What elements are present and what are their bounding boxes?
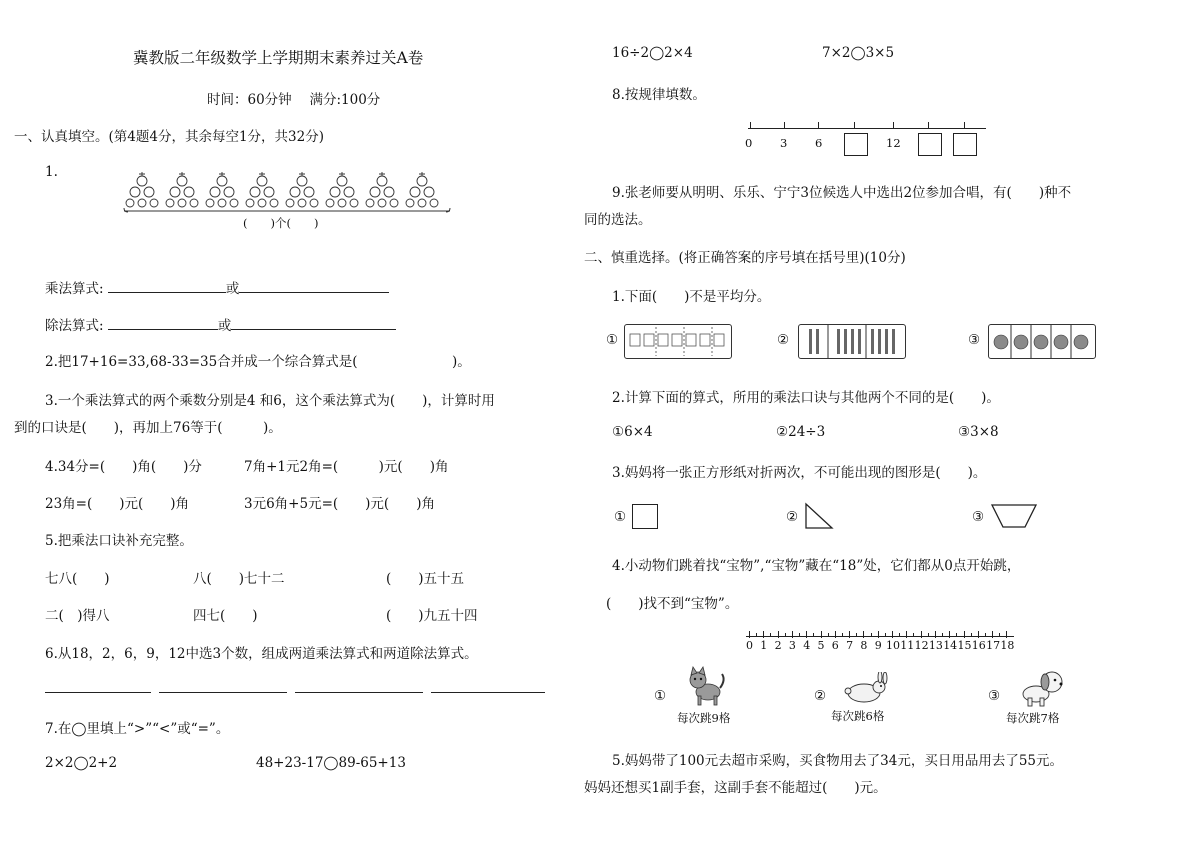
q5-item-3: ( )五十五 [386, 571, 465, 587]
q1-or-2: 或 [217, 318, 232, 334]
s2-q1-option-2-picture[interactable] [798, 324, 906, 359]
axis-minor-tick [956, 633, 957, 637]
q8-tick [854, 122, 855, 129]
q8-answer-box-3[interactable] [953, 133, 977, 156]
q1-mult-row [45, 277, 389, 297]
q2-text: 2.把17+16=33,68-33=35合并成一个综合算式是( )。 [45, 354, 471, 370]
axis-tick [863, 631, 864, 638]
axis-minor-tick [770, 633, 771, 637]
s2-q4-option-3-caption: 每次跳7格 [1006, 711, 1060, 725]
q5-title: 5.把乘法口诀补充完整。 [45, 533, 193, 549]
q5-item-1: 七八( ) [45, 571, 110, 587]
s2-q3-option-2-label: ② [786, 509, 799, 525]
axis-minor-tick [928, 633, 929, 637]
axis-tick [978, 631, 979, 638]
q8-tick [928, 122, 929, 129]
axis-minor-tick [913, 633, 914, 637]
axis-minor-tick [813, 633, 814, 637]
s2-q1-option-1-label: ① [606, 332, 619, 348]
cat-icon[interactable] [684, 666, 728, 706]
s2-q2-option-3[interactable]: ③3×8 [958, 424, 999, 440]
axis-minor-tick [856, 633, 857, 637]
axis-label: 3 [788, 639, 796, 652]
s2-q4-line-2: ( )找不到“宝物”。 [606, 596, 739, 612]
axis-label: 13 [928, 639, 943, 652]
q1-div-label: 除法算式: [45, 318, 104, 334]
q8-title: 8.按规律填数。 [612, 87, 706, 103]
section1-heading: 一、认真填空。(第4题4分，其余每空1分，共32分) [14, 129, 324, 145]
s2-q2-option-1[interactable]: ①6×4 [612, 424, 653, 440]
s2-q4-option-1-caption: 每次跳9格 [677, 711, 731, 725]
axis-minor-tick [799, 633, 800, 637]
axis-minor-tick [985, 633, 986, 637]
q7-item-1: 2×2◯2+2 [45, 755, 118, 771]
axis-label: 10 [886, 639, 900, 652]
q8-label-12: 12 [886, 136, 901, 150]
axis-minor-tick [756, 633, 757, 637]
q8-answer-box-2[interactable] [918, 133, 942, 156]
q4-item-3: 23角=( )元( )角 [45, 496, 190, 512]
axis-tick [806, 631, 807, 638]
exam-meta: 时间：60分钟 满分:100分 [207, 92, 381, 108]
q1-div-blank-2[interactable] [231, 316, 396, 330]
s2-q1-option-1-picture[interactable] [624, 324, 732, 359]
s2-q2-option-2[interactable]: ②24÷3 [776, 424, 826, 440]
s2-q1-option-2-label: ② [777, 332, 790, 348]
axis-label: 18 [1000, 639, 1015, 652]
q8-tick [750, 122, 751, 129]
q9-line-2: 同的选法。 [584, 212, 652, 228]
axis-minor-tick [942, 633, 943, 637]
q1-or-1: 或 [225, 281, 240, 297]
s2-q1-option-3-svg [989, 325, 1095, 358]
axis-tick [849, 631, 850, 638]
q1-number: 1. [45, 164, 58, 180]
q8-label-0: 0 [745, 136, 753, 150]
q9-line-1: 9.张老师要从明明、乐乐、宁宁3位候选人中选出2位参加合唱，有( )种不 [612, 185, 1072, 201]
q4-item-4: 3元6角+5元=( )元( )角 [244, 496, 435, 512]
axis-minor-tick [885, 633, 886, 637]
q1-div-row [45, 314, 396, 334]
s2-q4-option-1-label: ① [654, 688, 667, 704]
q5-item-2: 八( )七十二 [193, 571, 285, 587]
axis-label: 11 [900, 639, 915, 652]
s2-q5-line-1: 5.妈妈带了100元去超市采购，买食物用去了34元，买日用品用去了55元。 [612, 753, 1064, 769]
s2-q5-line-2: 妈妈还想买1副手套，这副手套不能超过( )元。 [584, 780, 887, 796]
axis-label: 16 [971, 639, 986, 652]
q8-tick [784, 122, 785, 129]
q1-picture [122, 170, 452, 216]
q8-label-6: 6 [815, 136, 823, 150]
q8-label-3: 3 [780, 136, 788, 150]
q4-item-1: 4.34分=( )角( )分 [45, 459, 202, 475]
q1-mult-blank-1[interactable] [108, 279, 226, 293]
s2-q4-option-2-caption: 每次跳6格 [831, 709, 885, 723]
axis-tick [821, 631, 822, 638]
q7-item-4: 7×2◯3×5 [822, 45, 895, 61]
axis-label: 2 [774, 639, 782, 652]
axis-tick [992, 631, 993, 638]
trapezoid-shape[interactable] [990, 503, 1038, 529]
axis-label: 9 [874, 639, 882, 652]
axis-minor-tick [871, 633, 872, 637]
axis-tick [964, 631, 965, 638]
axis-tick [921, 631, 922, 638]
s2-q4-option-3-label: ③ [988, 688, 1001, 704]
s2-q4-axis [746, 636, 1014, 637]
s2-q1-option-3-label: ③ [968, 332, 981, 348]
axis-minor-tick [899, 633, 900, 637]
q8-answer-box-1[interactable] [844, 133, 868, 156]
axis-tick [835, 631, 836, 638]
q5-item-5: 四七( ) [193, 608, 258, 624]
axis-tick [906, 631, 907, 638]
s2-q2-text: 2.计算下面的算式，所用的乘法口诀与其他两个不同的是( )。 [612, 390, 1000, 406]
s2-q1-option-1-svg [625, 325, 731, 358]
axis-tick [878, 631, 879, 638]
s2-q1-option-3-picture[interactable] [988, 324, 1096, 359]
axis-tick [892, 631, 893, 638]
q5-item-6: ( )九五十四 [386, 608, 478, 624]
q6-blank-1[interactable] [45, 692, 151, 693]
q5-item-4: 二( )得八 [45, 608, 110, 624]
q8-tick [964, 122, 965, 129]
section2-heading: 二、慎重选择。(将正确答案的序号填在括号里)(10分) [584, 250, 906, 266]
axis-minor-tick [828, 633, 829, 637]
q6-blank-2[interactable] [159, 692, 287, 693]
q1-picture-svg [122, 170, 452, 216]
q6-blank-4[interactable] [431, 692, 545, 693]
s2-q1-text: 1.下面( )不是平均分。 [612, 289, 771, 305]
axis-minor-tick [785, 633, 786, 637]
q4-item-2: 7角+1元2角=( )元( )角 [244, 459, 449, 475]
q1-mult-label: 乘法算式: [45, 281, 104, 297]
axis-label: 17 [986, 639, 1001, 652]
q3-line-2: 到的口诀是( )，再加上76等于( )。 [14, 420, 282, 436]
q1-div-blank-1[interactable] [108, 316, 218, 330]
q3-line-1: 3.一个乘法算式的两个乘数分别是4 和6，这个乘法算式为( )，计算时用 [45, 393, 495, 409]
dog-icon[interactable] [1018, 668, 1066, 708]
s2-q1-option-2-svg [799, 325, 905, 358]
axis-label: 14 [943, 639, 958, 652]
axis-label: 8 [860, 639, 868, 652]
axis-label: 0 [746, 639, 753, 652]
axis-tick [792, 631, 793, 638]
q8-tick [818, 122, 819, 129]
rabbit-icon[interactable] [842, 672, 890, 704]
axis-minor-tick [971, 633, 972, 637]
q1-mult-blank-2[interactable] [239, 279, 389, 293]
triangle-shape[interactable] [804, 502, 834, 530]
axis-minor-tick [842, 633, 843, 637]
s2-q4-option-2-label: ② [814, 688, 827, 704]
axis-label: 7 [846, 639, 854, 652]
s2-q3-text: 3.妈妈将一张正方形纸对折两次，不可能出现的图形是( )。 [612, 465, 987, 481]
q7-item-3: 16÷2◯2×4 [612, 45, 693, 61]
axis-tick [1006, 631, 1007, 638]
s2-q3-option-1-label: ① [614, 509, 627, 525]
q7-item-2: 48+23-17◯89-65+13 [256, 755, 406, 771]
q6-blank-3[interactable] [295, 692, 423, 693]
q1-caption: ( )个( ) [243, 216, 319, 230]
axis-minor-tick [999, 633, 1000, 637]
axis-tick [749, 631, 750, 638]
axis-label: 12 [914, 639, 929, 652]
q7-title: 7.在◯里填上“>”“<”或“=”。 [45, 721, 230, 737]
square-shape[interactable] [632, 504, 658, 529]
q6-text: 6.从18，2，6，9，12中选3个数，组成两道乘法算式和两道除法算式。 [45, 646, 478, 662]
axis-tick [778, 631, 779, 638]
axis-label: 15 [957, 639, 972, 652]
axis-label: 1 [760, 639, 768, 652]
axis-tick [949, 631, 950, 638]
axis-tick [935, 631, 936, 638]
page-title: 冀教版二年级数学上学期期末素养过关A卷 [133, 49, 424, 67]
q8-tick [893, 122, 894, 129]
s2-q4-line-1: 4.小动物们跳着找“宝物”,“宝物”藏在“18”处，它们都从0点开始跳， [612, 558, 1021, 574]
axis-tick [763, 631, 764, 638]
axis-label: 4 [803, 639, 811, 652]
axis-label: 6 [831, 639, 839, 652]
s2-q3-option-3-label: ③ [972, 509, 985, 525]
axis-label: 5 [817, 639, 825, 652]
